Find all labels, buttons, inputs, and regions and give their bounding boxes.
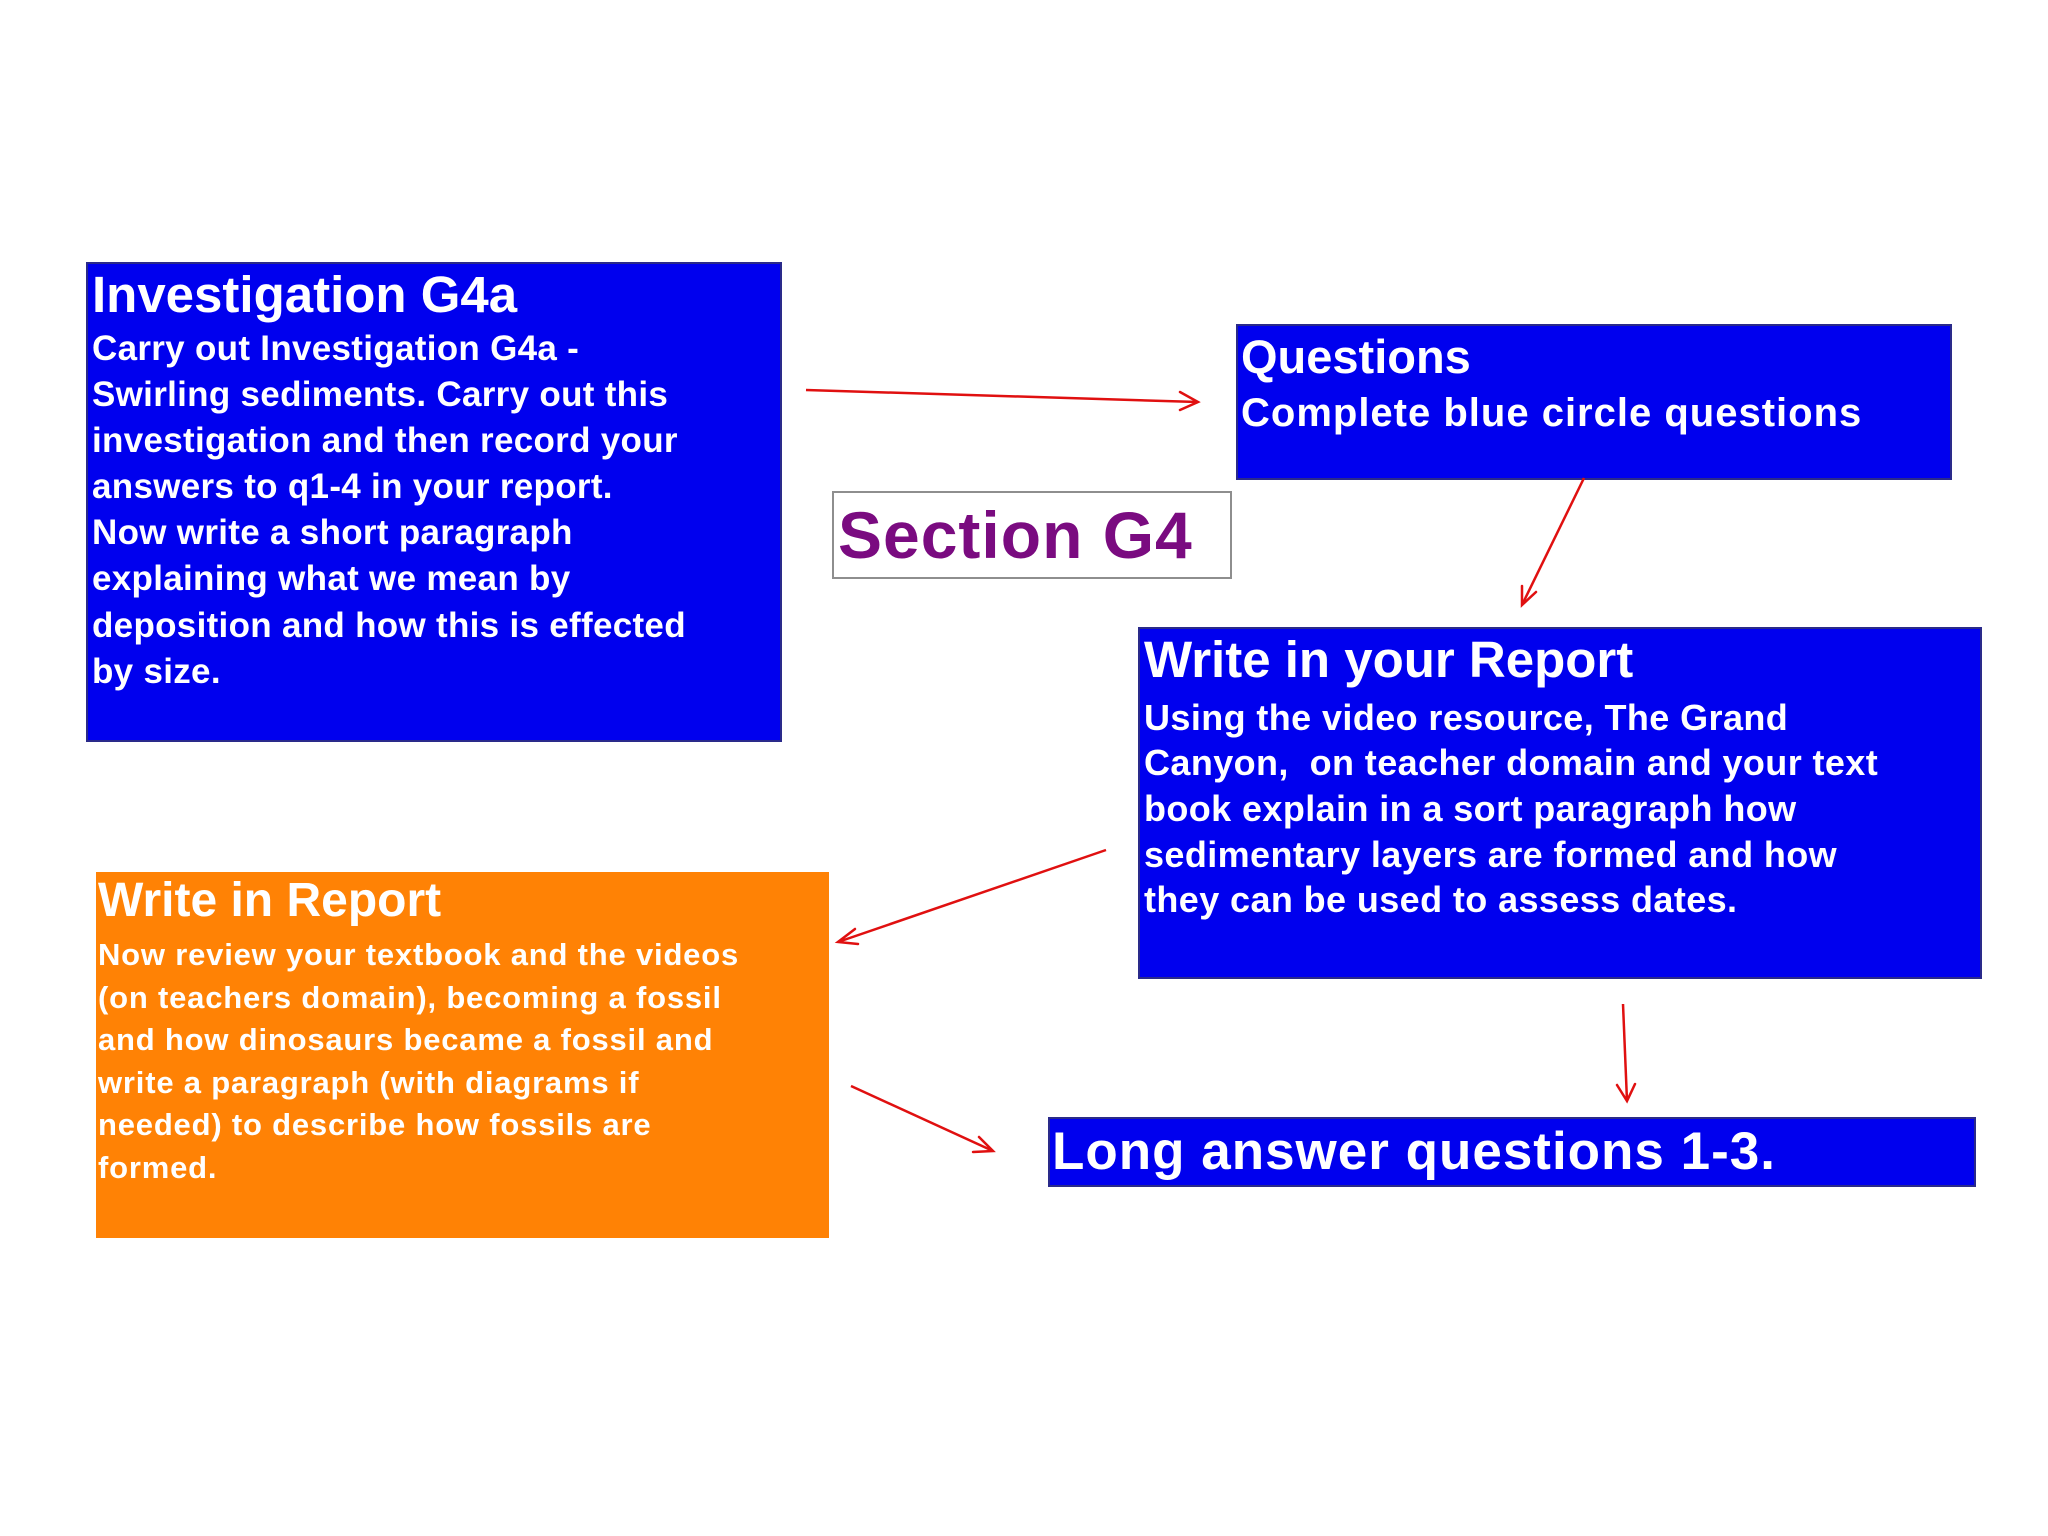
write-report-line: book explain in a sort paragraph how [1144, 787, 1797, 829]
investigation-line: investigation and then record your [92, 420, 678, 460]
fossil-report-line: needed) to describe how fossils are [98, 1107, 652, 1143]
long-answer-box [1048, 1117, 1976, 1187]
fossil-report-body [98, 934, 823, 1189]
arrow-write-report-to-long-answer [1617, 1004, 1635, 1101]
fossil-report-line: write a paragraph (with diagrams if [98, 1064, 640, 1100]
investigation-line: deposition and how this is effected [92, 605, 686, 645]
arrow-write-report-to-fossil-report [838, 850, 1106, 944]
investigation-body [92, 326, 772, 696]
fossil-report-line: formed. [98, 1149, 218, 1185]
investigation-line: Now write a short paragraph [92, 513, 573, 553]
section-label: Section G4 [832, 491, 1232, 579]
questions-body: Complete blue circle questions [1241, 391, 1863, 436]
investigation-box [86, 262, 782, 742]
write-report-line: Canyon, on teacher domain and your text [1144, 742, 1879, 784]
investigation-line: Carry out Investigation G4a - [92, 328, 580, 368]
fossil-report-line: and how dinosaurs became a fossil and [98, 1022, 714, 1058]
write-report-line: they can be used to assess dates. [1144, 879, 1738, 921]
investigation-line: answers to q1-4 in your report. [92, 467, 613, 507]
questions-title: Questions [1241, 330, 1471, 383]
write-report-line: sedimentary layers are formed and how [1144, 833, 1838, 875]
questions-box [1236, 324, 1952, 480]
investigation-line: by size. [92, 651, 221, 691]
fossil-report-line: (on teachers domain), becoming a fossil [98, 979, 722, 1015]
fossil-report-box [96, 872, 829, 1238]
investigation-title: Investigation G4a [92, 266, 518, 323]
fossil-report-title: Write in Report [98, 874, 442, 927]
write-report-title: Write in your Report [1144, 631, 1634, 688]
fossil-report-line: Now review your textbook and the videos [98, 937, 739, 973]
investigation-line: explaining what we mean by [92, 559, 571, 599]
arrow-fossil-report-to-long-answer [851, 1086, 993, 1152]
write-report-box [1138, 627, 1982, 979]
write-report-body [1144, 695, 1974, 924]
arrow-questions-to-write-report [1522, 478, 1584, 605]
investigation-line: Swirling sediments. Carry out this [92, 374, 669, 414]
arrow-investigation-to-questions [806, 390, 1198, 410]
long-answer-title: Long answer questions 1-3. [1052, 1122, 1776, 1181]
write-report-line: Using the video resource, The Grand [1144, 696, 1789, 738]
